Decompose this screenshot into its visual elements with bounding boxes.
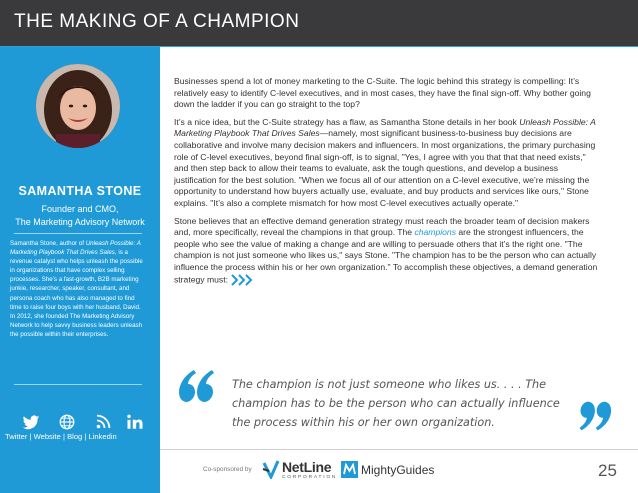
author-role-line2: The Marketing Advisory Network bbox=[15, 217, 145, 227]
twitter-link[interactable]: Twitter bbox=[5, 432, 28, 441]
continue-chevrons-icon bbox=[231, 274, 253, 286]
bio-divider-top bbox=[14, 233, 142, 234]
pull-quote-line3: the process within his or her own organization. bbox=[232, 416, 495, 429]
social-separator: | bbox=[60, 432, 68, 441]
paragraph-2-rest: —namely, most significant business-to-business buy decisions are collaborative and involve many decision makers and influencers. In most organizations, the primary purchasing role of C-level executives, beyond final sign-off, is to signal, "Yes, I agree with you that that that need exists," and then step back to allow their teams to evaluate, ask the tough questions, and develop a business justification for the best solution. "When we focus all of our attention on a C-level executive, we’re missing the opportunity to understand how buyers actually use, evaluate, and buy products and services like ours," Stone explains. "It’s also a complete mismatch for how most C-level executives actually operate." bbox=[174, 128, 596, 208]
social-icons bbox=[22, 413, 152, 431]
linkedin-link[interactable]: Linkedin bbox=[88, 432, 117, 441]
netline-mark-icon bbox=[262, 459, 280, 479]
champions-highlight: champions bbox=[414, 227, 456, 238]
social-separator: | bbox=[82, 432, 89, 441]
pull-quote-line1: The champion is not just someone who likes us. . . . The bbox=[232, 378, 547, 391]
linkedin-icon[interactable] bbox=[126, 413, 144, 431]
paragraph-1: Businesses spend a lot of money marketing to the C-Suite. The logic behind this strategy is compelling: It’s relatively easy to identify C-level executives, and in most cases, they have the final sign-off. Why bother going down the ladder if you can go straight to the top? bbox=[174, 76, 591, 110]
close-quote-icon bbox=[576, 398, 612, 434]
paragraph-3 bbox=[174, 216, 602, 286]
blog-icon[interactable] bbox=[94, 413, 112, 431]
paragraph-2 bbox=[174, 117, 602, 210]
mightyguides-logo bbox=[341, 461, 435, 483]
paragraph-3-rest: are the strongest influencers, the people who see the value of making a change and are willing to persuade others that it’s the right one. "The champion is not just someone who likes us," says Stone. "The champion has to be the person who can actually influence the process within his or her own organization." To accomplish these objectives, a demand generation strategy must: bbox=[174, 227, 598, 284]
netline-wordmark: NetLine bbox=[282, 459, 332, 475]
pull-quote-line2: champion has to be the person who can actually influence bbox=[232, 397, 560, 410]
blog-link[interactable]: Blog bbox=[67, 432, 83, 441]
author-bio bbox=[10, 239, 146, 339]
netline-logo bbox=[262, 459, 338, 484]
author-photo bbox=[36, 64, 120, 148]
bio-text-rest: , is a revenue catalyst who helps unleash the possible in organizations that have complex selling processes. She’s a fast-growth, B2B marketing junkie, researcher, speaker, consultant, and persona coach who has also managed to find time to raise four boys with her husband, David. In 2012, she founded The Marketing Advisory Network to help savvy business leaders unleash the possible within their enterprises. bbox=[10, 249, 143, 338]
page-title: THE MAKING OF A CHAMPION bbox=[14, 11, 300, 32]
book-title: Unleash Possible: A Marketing Playbook That Drives Sales bbox=[174, 116, 596, 139]
article-body bbox=[174, 76, 602, 292]
open-quote-icon bbox=[178, 368, 218, 404]
netline-subtitle: CORPORATION bbox=[282, 475, 338, 480]
page-header bbox=[0, 0, 638, 46]
page-number: 25 bbox=[598, 461, 617, 480]
cosponsor-label: Co-sponsored by bbox=[203, 466, 252, 473]
paragraph-3-start: Stone believes that an effective demand generation strategy must reach the broader team of decision makers and, more specifically, reveal the champions in that group. The bbox=[174, 215, 590, 238]
author-sidebar bbox=[0, 47, 160, 493]
bio-book-title: Unleash Possible: A Marketing Playbook That Drives Sales bbox=[10, 240, 141, 257]
footer-divider bbox=[160, 449, 638, 450]
website-link[interactable]: Website bbox=[33, 432, 61, 441]
social-separator: | bbox=[27, 432, 34, 441]
pull-quote bbox=[232, 375, 577, 432]
bio-divider-bottom bbox=[14, 384, 142, 385]
author-role bbox=[0, 203, 160, 229]
author-role-line1: Founder and CMO, bbox=[41, 204, 119, 214]
mightyguides-wordmark: MightyGuides bbox=[361, 463, 435, 477]
social-links bbox=[5, 432, 160, 441]
author-name: SAMANTHA STONE bbox=[18, 184, 142, 198]
twitter-icon[interactable] bbox=[22, 413, 40, 431]
globe-icon[interactable] bbox=[58, 413, 76, 431]
paragraph-2-start: It’s a nice idea, but the C-Suite strategy has a flaw, as Samantha Stone details in her book bbox=[174, 116, 520, 127]
bio-text-start: Samantha Stone, author of bbox=[10, 240, 86, 247]
mightyguides-mark-icon bbox=[341, 461, 358, 478]
